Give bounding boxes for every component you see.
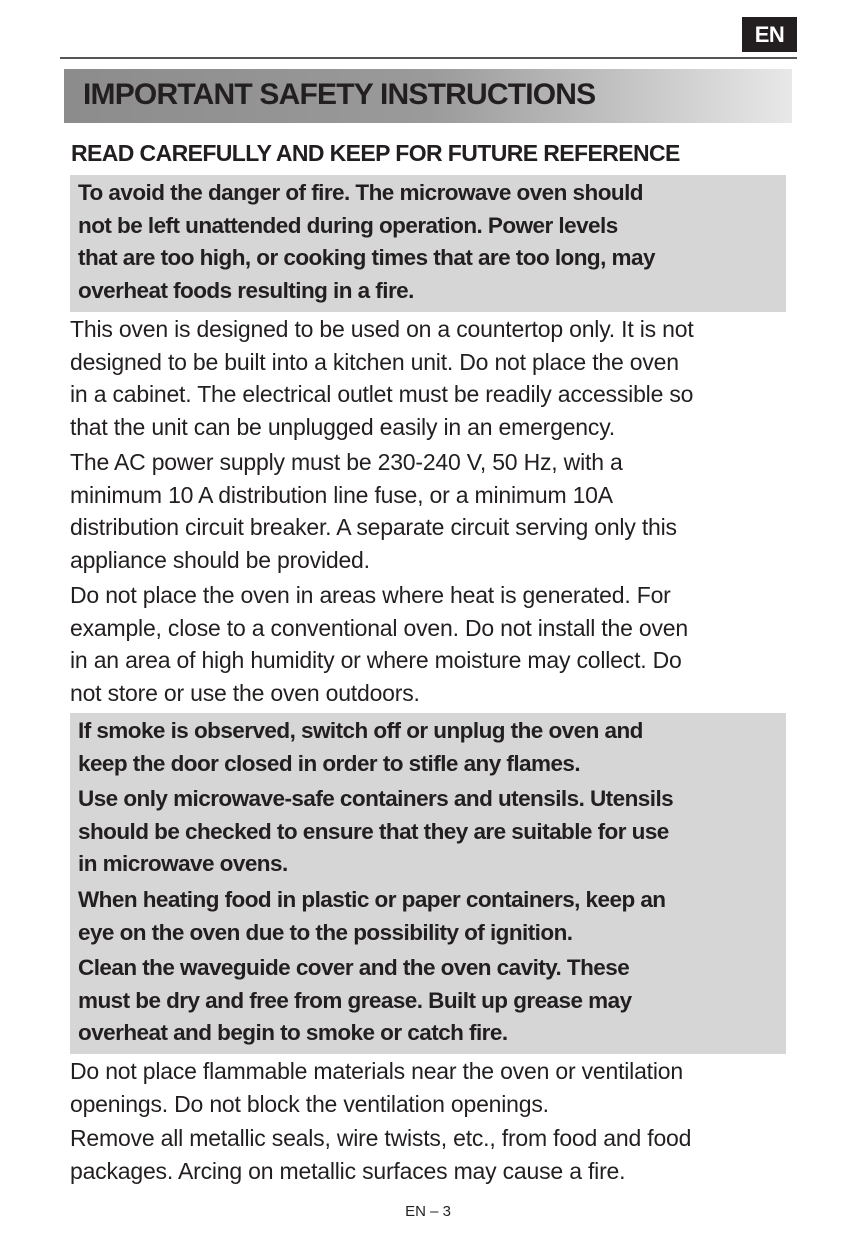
- text-line: If smoke is observed, switch off or unplug the oven and: [78, 718, 643, 743]
- header-rule: [60, 57, 797, 59]
- text-line: This oven is designed to be used on a countertop only. It is not: [70, 316, 694, 342]
- text-line: in microwave ovens.: [78, 851, 288, 877]
- text-line: in an area of high humidity or where moisture may collect. Do: [70, 647, 682, 674]
- paragraph-flammable: [70, 1055, 786, 1120]
- text-line: packages. Arcing on metallic surfaces may cause a fire.: [70, 1157, 626, 1184]
- text-line: Remove all metallic seals, wire twists, etc., from food and food: [70, 1125, 692, 1151]
- text-line: Do not place the oven in areas where heat is generated. For: [70, 582, 671, 608]
- text-line: When heating food in plastic or paper containers, keep an: [78, 886, 666, 912]
- text-line: To avoid the danger of fire. The microwave oven should: [78, 180, 643, 205]
- warning-smoke: [70, 715, 786, 780]
- text-line: not be left unattended during operation. Power levels: [78, 212, 618, 238]
- text-line: distribution circuit breaker. A separate circuit serving only this: [70, 514, 677, 541]
- text-line: overheat and begin to smoke or catch fire.: [78, 1020, 508, 1046]
- page-title: IMPORTANT SAFETY INSTRUCTIONS: [83, 78, 596, 111]
- text-line: Clean the waveguide cover and the oven cavity. These: [78, 955, 630, 981]
- text-line: must be dry and free from grease. Built up grease may: [78, 987, 632, 1013]
- warning-containers: [70, 783, 786, 881]
- paragraph-power-supply: [70, 446, 786, 576]
- text-line: eye on the oven due to the possibility of ignition.: [78, 919, 573, 945]
- text-line: that the unit can be unplugged easily in an emergency.: [70, 413, 615, 440]
- text-line: overheat foods resulting in a fire.: [78, 277, 414, 303]
- text-line: openings. Do not block the ventilation openings.: [70, 1090, 549, 1117]
- text-line: appliance should be provided.: [70, 546, 370, 573]
- warning-grease: [70, 952, 786, 1050]
- text-line: designed to be built into a kitchen unit. Do not place the oven: [70, 348, 679, 375]
- safety-warnings-box: [70, 713, 786, 1054]
- text-line: in a cabinet. The electrical outlet must be readily accessible so: [70, 381, 694, 408]
- language-badge: EN: [742, 17, 797, 52]
- text-line: keep the door closed in order to stifle any flames.: [78, 750, 581, 776]
- text-line: not store or use the oven outdoors.: [70, 679, 420, 706]
- text-line: that are too high, or cooking times that are too long, may: [78, 245, 655, 271]
- text-line: minimum 10 A distribution line fuse, or a minimum 10A: [70, 481, 613, 508]
- paragraph-placement: [70, 579, 786, 709]
- text-line: Use only microwave-safe containers and utensils. Utensils: [78, 786, 674, 812]
- paragraph-countertop: [70, 313, 786, 443]
- fire-warning-box: [70, 175, 786, 312]
- paragraph-metallic: [70, 1122, 786, 1187]
- subtitle: READ CAREFULLY AND KEEP FOR FUTURE REFERENCE: [71, 140, 680, 166]
- text-line: The AC power supply must be 230-240 V, 50 Hz, with a: [70, 449, 623, 475]
- title-band: [64, 69, 792, 123]
- page-number: EN – 3: [405, 1203, 451, 1220]
- text-line: example, close to a conventional oven. Do not install the oven: [70, 614, 688, 641]
- text-line: Do not place flammable materials near the oven or ventilation: [70, 1058, 683, 1084]
- warning-plastic-paper: [70, 884, 786, 949]
- text-line: should be checked to ensure that they are suitable for use: [78, 818, 669, 844]
